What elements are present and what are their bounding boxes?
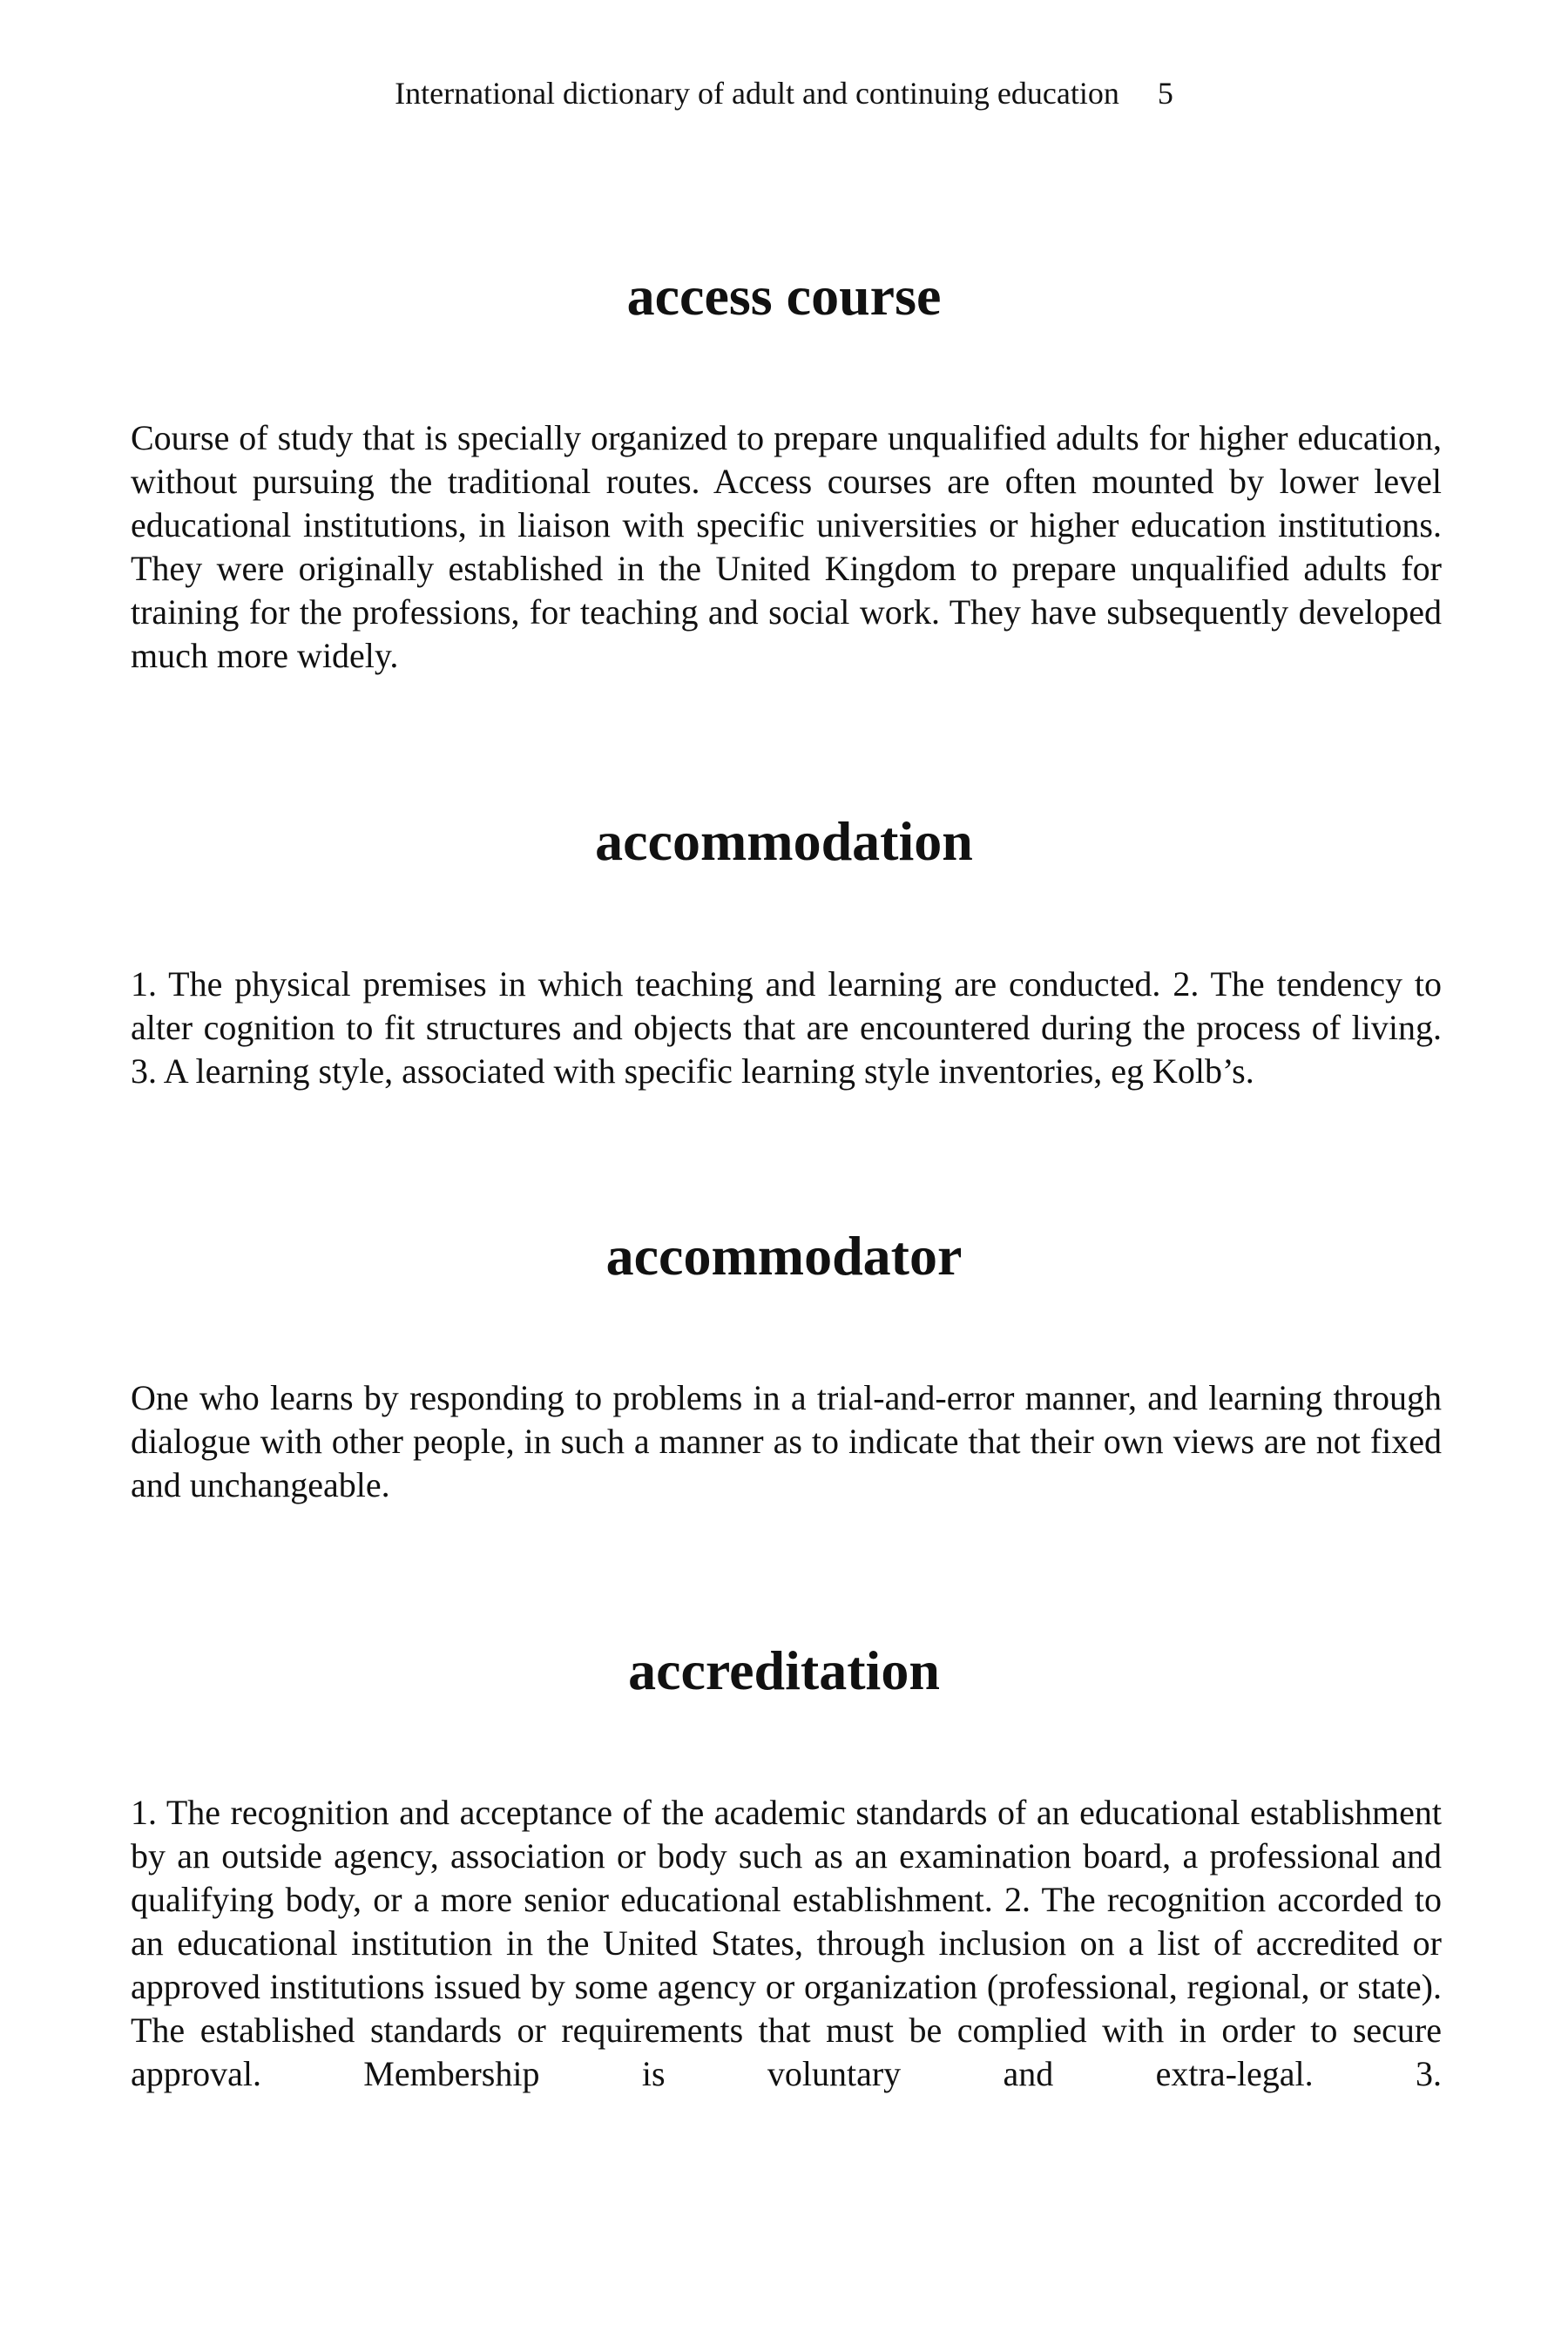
entry-term-accreditation: accreditation: [628, 1639, 940, 1701]
entry-definition-access-course: Course of study that is specially organized to prepare unqualified adults for higher education, without pursuing the traditional routes. Access courses are often mounted by lower level educational institutions, in liaison with specific universities or higher education institutions. They were originally established in the United Kingdom to prepare unqualified adults for training for the professions, for teaching and social work. They have subsequently developed much more widely.: [131, 418, 1442, 675]
entry-term-access-course: access course: [626, 265, 942, 327]
entry-definition-accreditation: 1. The recognition and acceptance of the academic standards of an educational establishment by an outside agency, association or body such as an examination board, a professional and qualifying body, or a more senior educational establishment. 2. The recognition accorded to an educational institution in the United States, through inclusion on a list of accredited or approved institutions issued by some agency or organization (professional, regional, or state). The established standards or requirements that must be complied with in order to secure approval. Membership is voluntary and extra-legal. 3.: [131, 1793, 1442, 2093]
entry-term-accommodation: accommodation: [595, 810, 973, 872]
running-header: [0, 73, 1568, 113]
running-title: International dictionary of adult and continuing education: [395, 76, 1119, 111]
entry-definition-accommodation: 1. The physical premises in which teaching and learning are conducted. 2. The tendency to alter cognition to fit structures and objects that are encountered during the process of living. 3. A learning style, associated with specific learning style inventories, eg Kolb’s.: [131, 964, 1442, 1091]
page-number: 5: [1157, 76, 1173, 111]
entry-definition-accommodator: One who learns by responding to problems in a trial-and-error manner, and learning through dialogue with other people, in such a manner as to indicate that their own views are not fixed and unchangeable.: [131, 1378, 1442, 1504]
entry-term-accommodator: accommodator: [605, 1225, 963, 1287]
